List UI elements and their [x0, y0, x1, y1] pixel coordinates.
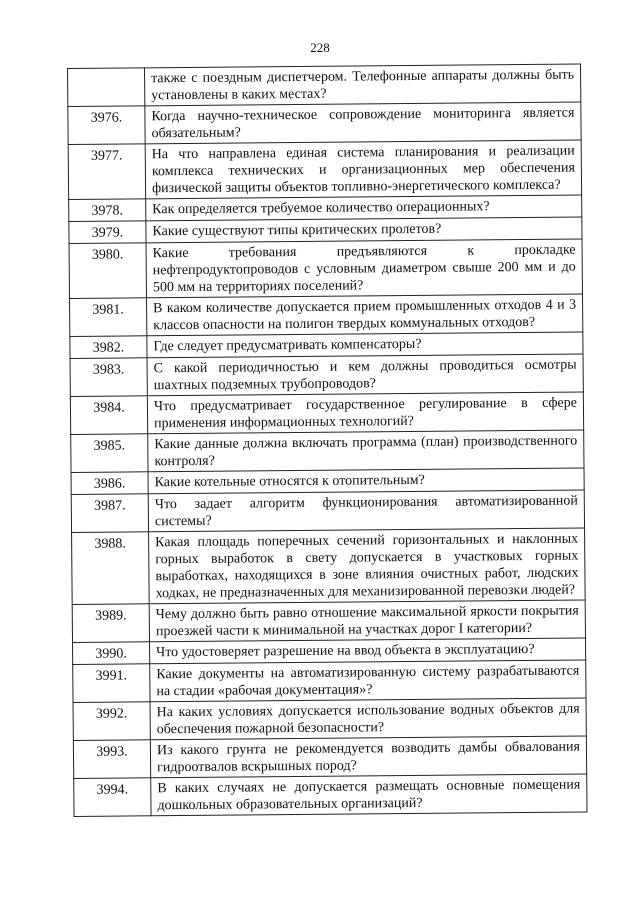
- question-number: 3979.: [69, 221, 146, 244]
- question-number: 3976.: [68, 106, 145, 145]
- question-number: 3985.: [71, 434, 148, 473]
- question-text: Какие данные должна включать программа (план) производственного контроля?: [148, 430, 584, 472]
- question-text: Какие документы на автоматизированную систему разрабатываются на стадии «рабочая документация»?: [150, 660, 586, 702]
- questions-table-body: [68, 64, 588, 816]
- question-text: Что удостоверяет разрешение на ввод объекта в эксплуатацию?: [150, 638, 586, 664]
- question-text: Что задает алгоритм функционирования автоматизированной системы?: [148, 490, 584, 532]
- table-row: [73, 660, 586, 702]
- table-row: [70, 354, 583, 396]
- question-text: Из какого грунта не рекомендуется возводить дамбы обвалования гидроотвалов вскрышных пород?: [150, 736, 586, 778]
- questions-table: [67, 64, 588, 817]
- table-row: [73, 736, 586, 778]
- question-text: На каких условиях допускается использование водных объектов для обеспечения пожарной безопасности?: [150, 698, 586, 740]
- question-number: 3994.: [74, 778, 151, 817]
- table-row: [71, 490, 584, 532]
- question-text: Какие котельные относятся к отопительным?: [148, 468, 584, 494]
- question-text: Какая площадь поперечных сечений горизонтальных и наклонных горных выработок в свету допускается в участковых горных выработках, находящихся в зоне влияния очистных работ, людских ходках, не предназначенных для механизированной перевозки людей?: [149, 528, 586, 604]
- question-text: Когда научно-техническое сопровождение мониторинга является обязательным?: [145, 102, 581, 144]
- question-text: Где следует предусматривать компенсаторы?: [147, 332, 583, 358]
- question-text: Какие существуют типы критических пролетов?: [146, 217, 582, 243]
- question-text: На что направлена единая система планирования и реализации комплекса технических и организационных мер обеспечения физической защиты объектов топливно-энергетического комплекса?: [145, 140, 581, 199]
- table-row: [70, 294, 583, 336]
- table-row: [69, 239, 582, 298]
- question-number: 3986.: [71, 472, 148, 495]
- question-text: также с поездным диспетчером. Телефонные аппараты должны быть установлены в каких местах?: [145, 64, 581, 106]
- question-number: 3992.: [73, 702, 150, 741]
- question-number: 3987.: [71, 494, 148, 533]
- question-number: 3984.: [70, 396, 147, 435]
- table-row: [68, 102, 581, 144]
- question-text: Чему должно быть равно отношение максимальной яркости покрытия проезжей части к минимальной на участках дорог I категории?: [149, 600, 585, 642]
- page-number: 228: [310, 40, 330, 55]
- question-number: 3977.: [68, 144, 145, 200]
- question-number: 3978.: [69, 199, 146, 222]
- question-text: Какие требования предъявляются к прокладке нефтепродуктопроводов с условным диаметром свыше 200 мм и до 500 мм на территориях поселений?: [146, 239, 582, 298]
- table-row: [74, 774, 587, 816]
- table-row: [73, 698, 586, 740]
- question-number: 3991.: [73, 664, 150, 703]
- question-number: 3989.: [72, 604, 149, 643]
- question-number: 3980.: [69, 243, 146, 299]
- question-number: 3983.: [70, 358, 147, 397]
- question-text: В каких случаях не допускается размещать основные помещения дошкольных образовательных организаций?: [151, 774, 587, 816]
- question-number: 3981.: [70, 298, 147, 337]
- question-number: 3982.: [70, 336, 147, 359]
- table-row: [68, 140, 581, 199]
- question-text: С какой периодичностью и кем должны проводиться осмотры шахтных подземных трубопроводов?: [147, 354, 583, 396]
- table-row: [72, 528, 586, 604]
- question-number: [68, 68, 145, 107]
- question-number: 3993.: [73, 740, 150, 779]
- table-row: [72, 600, 585, 642]
- table-row: [68, 64, 581, 106]
- table-row: [71, 430, 584, 472]
- question-number: 3990.: [73, 642, 150, 665]
- question-text: Что предусматривает государственное регулирование в сфере применения информационных технологий?: [147, 392, 583, 434]
- question-text: В каком количестве допускается прием промышленных отходов 4 и 3 классов опасности на полигон твердых коммунальных отходов?: [147, 294, 583, 336]
- question-number: 3988.: [72, 532, 150, 605]
- table-row: [70, 392, 583, 434]
- question-text: Как определяется требуемое количество операционных?: [146, 195, 582, 221]
